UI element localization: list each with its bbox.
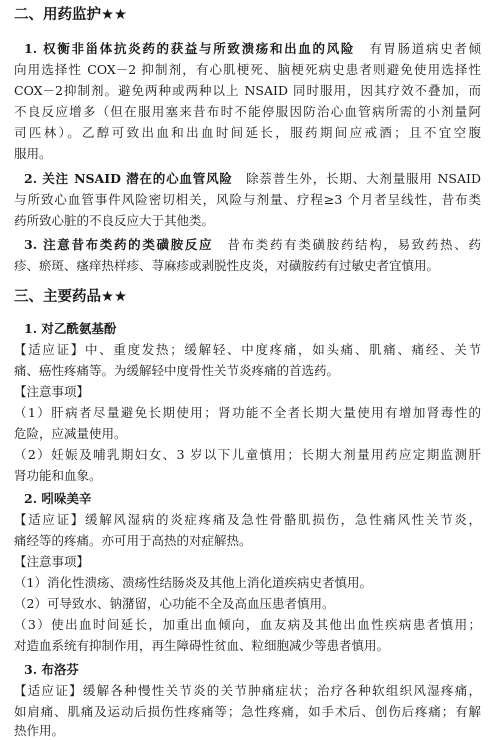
paragraph-title: 3. 注意昔布类药的类磺胺反应	[24, 237, 214, 252]
note-line: 危险，应减量使用。	[14, 426, 127, 441]
paragraph-line	[24, 40, 481, 58]
paragraph-text: 除萘普生外，长期、大剂量服用 NSAID	[246, 171, 481, 186]
paragraph-line: 疹、瘀斑、瘙痒热样疹、荨麻疹或剥脱性皮炎，对磺胺药有过敏史者宜慎用。	[14, 258, 440, 273]
note-line: （2）妊娠及哺乳期妇女、3 岁以下儿童慎用；长期大剂量用药应定期监测肝	[14, 447, 481, 462]
indication-line: 【适应证】缓解各种慢性关节炎的关节肿痛症状；治疗各种软组织风湿疼痛，	[14, 683, 481, 698]
section-heading-monitoring: 二、用药监护★★	[14, 7, 127, 23]
paragraph-title: 1. 权衡非甾体抗炎药的获益与所致溃疡和出血的风险	[24, 41, 356, 56]
paragraph-line	[24, 236, 481, 254]
paragraph-line: COX－2抑制剂。避免两种或两种以上 NSAID 同时服用，因其疗效不叠加，而	[14, 83, 481, 98]
indication-line: 【适应证】中、重度发热；缓解轻、中度疼痛，如头痛、肌痛、痛经、关节	[14, 342, 481, 357]
indication-line: 热作用。	[14, 723, 65, 738]
notes-heading: 【注意事项】	[14, 554, 90, 569]
paragraph-line: 服用。	[14, 146, 52, 161]
paragraph-line: 向用选择性 COX－2 抑制剂，有心肌梗死、脑梗死病史患者则避免使用选择性	[14, 62, 481, 77]
note-line: （2）可导致水、钠潴留，心功能不全及高血压患者慎用。	[14, 596, 335, 611]
note-line: 对造血系统有抑制作用，再生障碍性贫血、粒细胞减少等患者慎用。	[14, 638, 390, 653]
paragraph-line: 司匹林）。乙醇可致出血和出血时间延长，服药期间应戒酒；且不宜空腹	[14, 125, 481, 140]
note-line: 肾功能和血象。	[14, 468, 102, 483]
paragraph-line: 药所致心脏的不良反应大于其他类。	[14, 213, 215, 228]
note-line: （1）肝病者尽量避免长期使用；肾功能不全者长期大量使用有增加肾毒性的	[14, 405, 481, 420]
paragraph-text: 有胃肠道病史者倾	[369, 41, 481, 56]
paragraph-line: 与所致心血管事件风险密切相关，风险与剂量、疗程≥3 个月者呈线性，昔布类	[14, 192, 481, 207]
indication-line: 【适应证】缓解风湿病的炎症疼痛及急性骨骼肌损伤，急性痛风性关节炎，	[14, 512, 481, 527]
paragraph-line: 不良反应增多（但在服用塞来昔布时不能停服因防治心血管病所需的小剂量阿	[14, 104, 481, 119]
paragraph-line	[24, 170, 481, 188]
paragraph-title: 2. 关注 NSAID 潜在的心血管风险	[24, 171, 233, 186]
indication-line: 如肩痛、肌痛及运动后损伤性疼痛等；急性疼痛，如手术后、创伤后疼痛；有解	[14, 704, 481, 719]
drug-title: 1. 对乙酰氨基酚	[24, 321, 117, 336]
notes-heading: 【注意事项】	[14, 384, 90, 399]
section-heading-drugs: 三、主要药品★★	[14, 289, 127, 305]
drug-title: 3. 布洛芬	[24, 662, 79, 677]
indication-line: 痛经等的疼痛。亦可用于高热的对症解热。	[14, 533, 252, 548]
note-line: （3）使出血时间延长，加重出血倾向，血友病及其他出血性疾病患者慎用；	[14, 617, 481, 632]
paragraph-text: 昔布类药有类磺胺药结构，易致药热、药	[227, 237, 481, 252]
drug-title: 2. 吲哚美辛	[24, 491, 92, 506]
indication-line: 痛、癌性疼痛等。为缓解轻中度骨性关节炎疼痛的首选药。	[14, 363, 340, 378]
note-line: （1）消化性溃疡、溃疡性结肠炎及其他上消化道疾病史者慎用。	[14, 575, 372, 590]
